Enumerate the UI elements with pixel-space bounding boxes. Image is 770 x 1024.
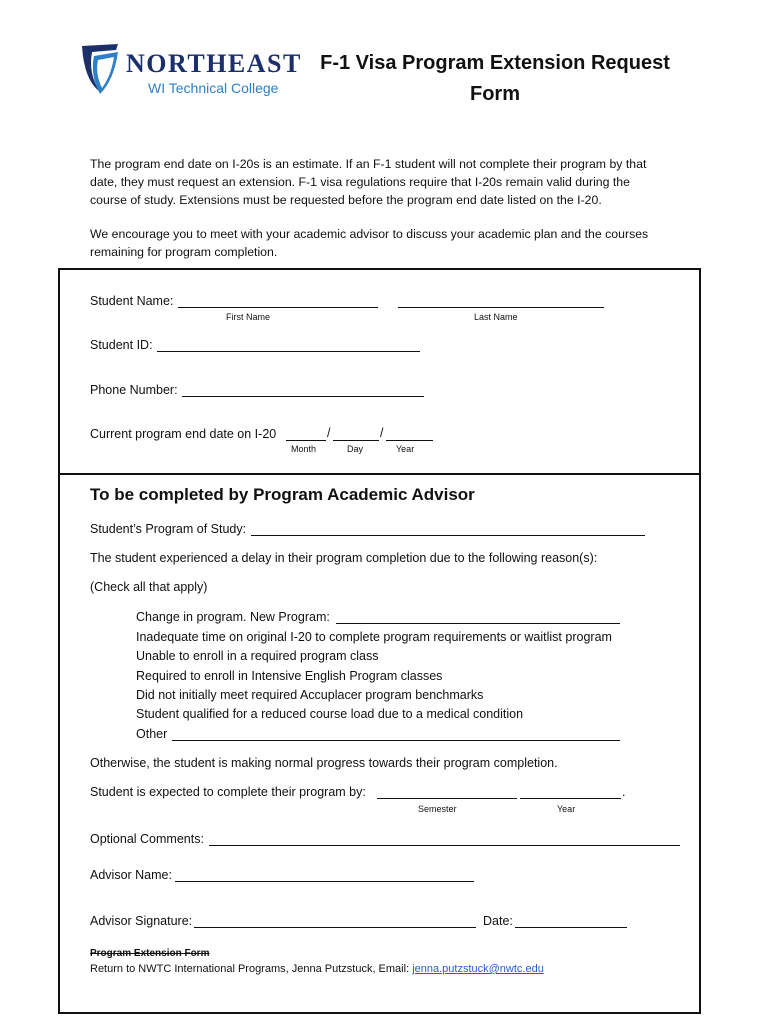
other-reason-field[interactable]	[172, 740, 620, 741]
student-id-field[interactable]	[157, 351, 420, 352]
intro-paragraph-1: The program end date on I-20s is an estimate. If an F-1 student will not complete their program by that date, they must request an extension. F-1 visa regulations require that I-20s remain valid during the course of study. Extensions must be requested before the program end date listed on the I-20.	[90, 157, 647, 207]
logo-wordmark: NORTHEAST	[126, 49, 302, 78]
logo-subtitle: WI Technical College	[148, 80, 279, 96]
student-name-label: Student Name:	[90, 294, 174, 308]
reason-accuplacer[interactable]: Did not initially meet required Accuplacer program benchmarks	[136, 688, 484, 702]
reason-other[interactable]: Other	[136, 727, 168, 741]
advisor-name-label: Advisor Name:	[90, 868, 172, 882]
last-name-caption: Last Name	[474, 312, 518, 322]
completion-year-caption: Year	[557, 804, 576, 814]
footer-return-info	[90, 963, 544, 975]
footer-email-link[interactable]: jenna.putzstuck@nwtc.edu	[412, 963, 544, 975]
semester-caption: Semester	[418, 804, 457, 814]
date-slash-1: /	[327, 426, 331, 440]
date-label: Date:	[483, 914, 513, 928]
expected-year-field[interactable]	[520, 798, 621, 799]
phone-number-label: Phone Number:	[90, 383, 178, 397]
optional-comments-field[interactable]	[209, 845, 680, 846]
day-caption: Day	[347, 444, 364, 454]
signature-date-field[interactable]	[515, 927, 627, 928]
expected-semester-field[interactable]	[377, 798, 517, 799]
month-caption: Month	[291, 444, 317, 454]
section-divider	[58, 473, 701, 475]
program-of-study-field[interactable]	[251, 535, 645, 536]
delay-reason-text: The student experienced a delay in their program completion due to the following reason(s):	[90, 551, 598, 565]
end-date-year-field[interactable]	[386, 440, 433, 441]
optional-comments-label: Optional Comments:	[90, 832, 204, 846]
expected-completion-label: Student is expected to complete their program by:	[90, 785, 366, 799]
new-program-field[interactable]	[336, 623, 620, 624]
normal-progress-text: Otherwise, the student is making normal progress towards their program completion.	[90, 756, 558, 770]
reason-reduced-course-load[interactable]: Student qualified for a reduced course load due to a medical condition	[136, 707, 524, 721]
student-id-label: Student ID:	[90, 338, 153, 352]
year-caption: Year	[396, 444, 415, 454]
end-date-day-field[interactable]	[333, 440, 379, 441]
form-title: F-1 Visa Program Extension Request Form	[320, 52, 670, 105]
intro-paragraph-2: We encourage you to meet with your academic advisor to discuss your academic plan and the courses remaining for program completion.	[90, 227, 649, 259]
reason-inadequate-time[interactable]: Inadequate time on original I-20 to complete program requirements or waitlist program	[136, 630, 612, 644]
last-name-field[interactable]	[398, 307, 604, 308]
footer-return-text: Return to NWTC International Programs, Jenna Putzstuck, Email:	[90, 963, 413, 975]
date-slash-2: /	[380, 426, 384, 440]
check-all-note: (Check all that apply)	[90, 580, 208, 594]
footer-form-name: Program Extension Form	[90, 948, 210, 959]
program-of-study-label: Student’s Program of Study:	[90, 522, 247, 536]
advisor-signature-field[interactable]	[194, 927, 476, 928]
end-date-label: Current program end date on I-20	[90, 427, 277, 441]
advisor-section-heading: To be completed by Program Academic Advisor	[90, 485, 475, 504]
first-name-caption: First Name	[226, 312, 271, 322]
reason-unable-to-enroll[interactable]: Unable to enroll in a required program class	[136, 649, 379, 663]
reason-change-program[interactable]: Change in program. New Program:	[136, 610, 330, 624]
phone-number-field[interactable]	[182, 396, 424, 397]
advisor-name-field[interactable]	[175, 881, 474, 882]
expected-period: .	[622, 785, 626, 799]
first-name-field[interactable]	[178, 307, 378, 308]
advisor-signature-label: Advisor Signature:	[90, 914, 193, 928]
reason-intensive-english[interactable]: Required to enroll in Intensive English Program classes	[136, 669, 443, 683]
end-date-month-field[interactable]	[286, 440, 326, 441]
